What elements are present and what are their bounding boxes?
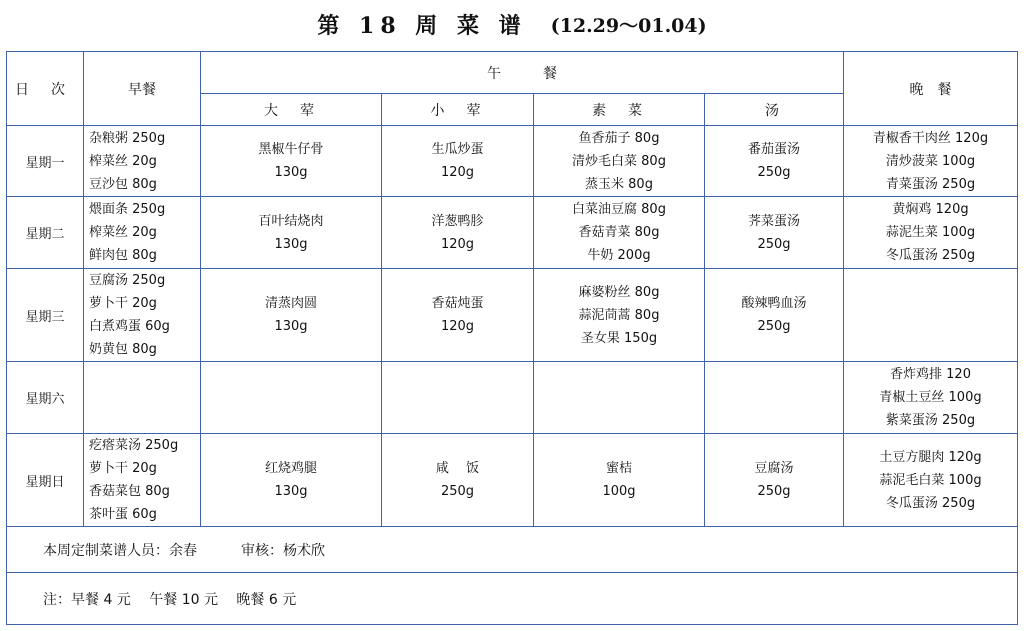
menu-item: 萝卜干 20g <box>89 296 157 311</box>
menu-item: 榨菜丝 20g <box>89 225 157 240</box>
menu-item: 鲜肉包 80g <box>89 248 157 263</box>
menu-item: 香菇炖蛋 <box>431 296 484 311</box>
breakfast-cell <box>84 197 201 269</box>
menu-item: 煨面条 250g <box>89 202 166 217</box>
menu-item: 杂粮粥 250g <box>89 130 166 146</box>
vegetable-cell <box>534 269 705 362</box>
footer-price-note: 注：早餐 4 元 午餐 10 元 晚餐 6 元 <box>7 573 1018 625</box>
menu-item: 鱼香茄子 80g <box>578 130 660 146</box>
menu-item: 酸辣鸭血汤 <box>741 296 807 311</box>
menu-item: 榨菜丝 20g <box>89 153 157 169</box>
menu-item: 香菇菜包 80g <box>89 484 170 499</box>
header-dinner: 晚 餐 <box>844 52 1018 126</box>
header-small-meat: 小 荤 <box>382 94 534 126</box>
header-day: 日 次 <box>7 52 84 126</box>
menu-item: 白菜油豆腐 80g <box>572 202 666 217</box>
footer-reviewer: 审核：杨术欣 <box>241 542 325 559</box>
menu-item: 250g <box>440 484 475 499</box>
menu-item: 100g <box>602 484 636 499</box>
title-week: 第 18 周 菜 谱 <box>317 12 527 39</box>
dinner-cell <box>844 126 1018 197</box>
vegetable-cell <box>534 126 705 197</box>
menu-item: 清炒毛白菜 80g <box>572 153 666 169</box>
big-meat-cell <box>201 126 382 197</box>
menu-row <box>7 434 1018 527</box>
menu-item: 250g <box>757 236 791 252</box>
menu-item: 冬瓜蛋汤 250g <box>885 248 976 263</box>
vegetable-cell <box>534 197 705 269</box>
menu-item: 250g <box>757 165 791 180</box>
day-cell: 星期六 <box>7 362 84 434</box>
soup-cell <box>705 434 844 527</box>
menu-item: 蒸玉米 80g <box>585 176 653 192</box>
dinner-cell <box>844 362 1018 434</box>
breakfast-cell <box>84 126 201 197</box>
small-meat-cell <box>382 269 534 362</box>
menu-item: 牛奶 200g <box>587 248 651 263</box>
menu-item: 茶叶蛋 60g <box>89 507 157 522</box>
menu-item: 豆腐汤 250g <box>89 273 166 288</box>
breakfast-cell <box>84 434 201 527</box>
menu-item: 130g <box>274 165 308 180</box>
menu-item: 130g <box>274 236 308 252</box>
menu-item: 蜜桔 <box>605 461 632 476</box>
menu-item: 清炒菠菜 100g <box>885 153 976 169</box>
soup-cell <box>705 197 844 269</box>
menu-item: 紫菜蛋汤 250g <box>885 413 976 428</box>
menu-item: 咸 饭 <box>435 461 480 476</box>
menu-item: 蒜泥毛白菜 100g <box>879 472 982 488</box>
menu-item: 250g <box>757 319 791 334</box>
menu-item: 黑椒牛仔骨 <box>258 142 324 157</box>
menu-item: 250g <box>757 484 791 499</box>
menu-item: 疙瘩菜汤 250g <box>89 438 179 453</box>
dinner-cell <box>844 269 1018 362</box>
footer-planner: 本周定制菜谱人员：余春 <box>43 542 197 559</box>
header-lunch: 午 餐 <box>201 52 844 94</box>
menu-title <box>0 6 1024 42</box>
menu-item: 豆腐汤 <box>754 461 794 476</box>
menu-item: 洋葱鸭胗 <box>431 213 484 229</box>
big-meat-cell <box>201 197 382 269</box>
menu-row <box>7 362 1018 434</box>
dinner-cell <box>844 197 1018 269</box>
menu-item: 红烧鸡腿 <box>264 461 317 476</box>
big-meat-cell <box>201 362 382 434</box>
menu-item: 萝卜干 20g <box>89 461 157 476</box>
menu-item: 黄焖鸡 120g <box>892 202 969 217</box>
menu-item: 130g <box>274 484 308 499</box>
menu-item: 青菜蛋汤 250g <box>885 176 976 192</box>
menu-item: 130g <box>274 319 308 334</box>
menu-item: 土豆方腿肉 120g <box>879 449 982 465</box>
menu-item: 香菇青菜 80g <box>578 225 660 240</box>
big-meat-cell <box>201 269 382 362</box>
header-big-meat: 大 荤 <box>201 94 382 126</box>
menu-item: 荠菜蛋汤 <box>747 213 800 229</box>
breakfast-cell <box>84 269 201 362</box>
menu-item: 奶黄包 80g <box>89 342 157 357</box>
menu-row <box>7 126 1018 197</box>
menu-item: 番茄蛋汤 <box>747 142 800 157</box>
menu-item: 120g <box>440 319 475 334</box>
header-breakfast: 早餐 <box>84 52 201 126</box>
breakfast-cell <box>84 362 201 434</box>
small-meat-cell <box>382 126 534 197</box>
small-meat-cell <box>382 434 534 527</box>
menu-item: 蒜泥茼蒿 80g <box>578 307 660 323</box>
menu-item: 豆沙包 80g <box>89 176 157 192</box>
menu-item: 白煮鸡蛋 60g <box>89 319 170 334</box>
title-date-range: (12.29～01.04) <box>550 14 707 37</box>
menu-item: 圣女果 150g <box>580 330 658 346</box>
header-vegetable: 素 菜 <box>534 94 705 126</box>
soup-cell <box>705 269 844 362</box>
soup-cell <box>705 126 844 197</box>
menu-item: 百叶结烧肉 <box>258 213 324 229</box>
header-soup: 汤 <box>705 94 844 126</box>
menu-item: 冬瓜蛋汤 250g <box>885 495 976 511</box>
menu-body <box>7 126 1018 527</box>
menu-item: 清蒸肉圆 <box>264 296 317 311</box>
menu-item: 麻婆粉丝 80g <box>578 284 660 300</box>
menu-item: 青椒香干肉丝 120g <box>872 130 989 146</box>
small-meat-cell <box>382 197 534 269</box>
day-cell: 星期一 <box>7 126 84 197</box>
menu-row <box>7 269 1018 362</box>
dinner-cell <box>844 434 1018 527</box>
menu-item: 生瓜炒蛋 <box>431 142 484 157</box>
day-cell: 星期日 <box>7 434 84 527</box>
menu-item: 120g <box>440 236 475 252</box>
menu-table <box>6 51 1018 625</box>
soup-cell <box>705 362 844 434</box>
menu-item: 青椒土豆丝 100g <box>879 390 982 405</box>
big-meat-cell <box>201 434 382 527</box>
vegetable-cell <box>534 362 705 434</box>
menu-item: 蒜泥生菜 100g <box>885 225 976 240</box>
menu-item: 香炸鸡排 120 <box>890 367 971 382</box>
footer-credits <box>7 527 1018 573</box>
small-meat-cell <box>382 362 534 434</box>
menu-item: 120g <box>440 165 475 180</box>
day-cell: 星期三 <box>7 269 84 362</box>
menu-row <box>7 197 1018 269</box>
day-cell: 星期二 <box>7 197 84 269</box>
vegetable-cell <box>534 434 705 527</box>
